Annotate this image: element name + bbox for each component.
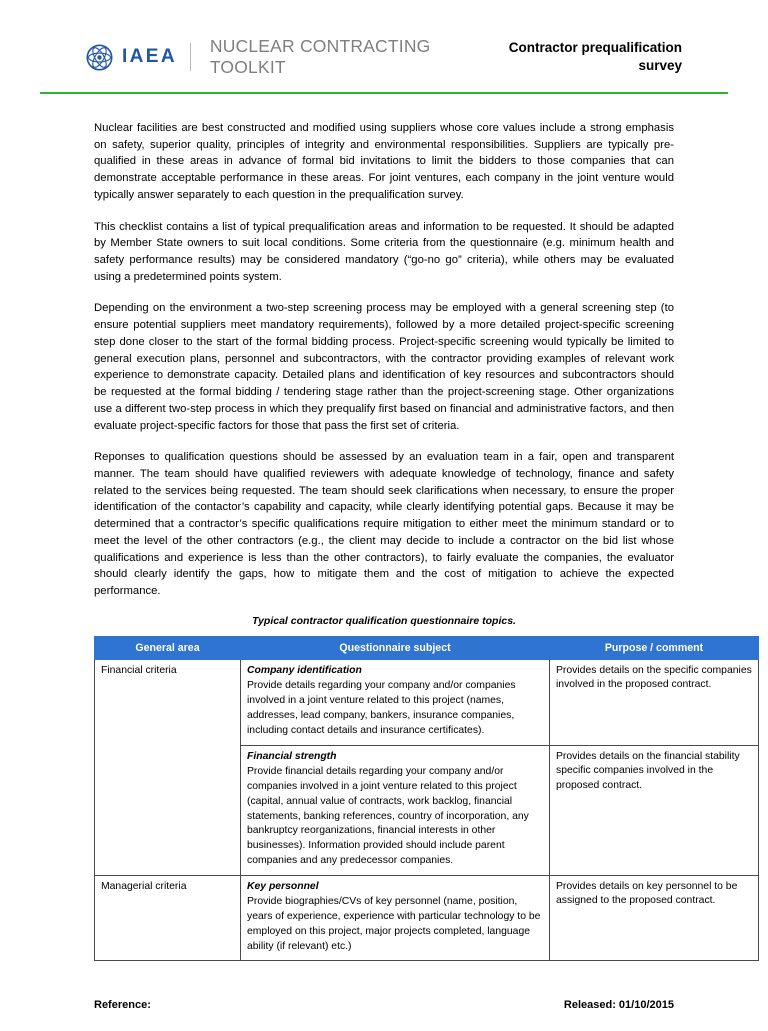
- footer-reference: Reference:: [94, 999, 151, 1012]
- cell-purpose: Provides details on key personnel to be assigned to the proposed contract.: [550, 875, 759, 961]
- qualification-topics-table: [94, 636, 759, 962]
- column-header-purpose-comment: Purpose / comment: [550, 636, 759, 659]
- table-row: [95, 659, 759, 745]
- iaea-wordmark: IAEA: [122, 46, 177, 67]
- cell-general-area: Managerial criteria: [95, 875, 241, 961]
- table-row: [95, 875, 759, 961]
- subject-title: Financial strength: [247, 750, 337, 762]
- subject-text: Provide biographies/CVs of key personnel (name, position, years of experience, experience with particular technology to be employed on this project, major projects completed, language ability (if relevant) etc.): [247, 896, 541, 952]
- subject-text: Provide financial details regarding your company and/or companies involved in a joint venture related to this project (capital, annual value of contracts, work backlog, financial statements, banking references, country of incorporation, any bankruptcy reorganizations, financial interests in other businesses). Information provided should include parent companies and any predecessor companies.: [247, 766, 529, 866]
- table-header-row: [95, 636, 759, 659]
- subject-title: Key personnel: [247, 880, 319, 892]
- subject-text: Provide details regarding your company and/or companies involved in a joint venture related to this project (names, addresses, lead company, bankers, insurance companies, including contact details and insurance certificates).: [247, 680, 516, 736]
- brand-divider: [190, 43, 191, 71]
- cell-purpose: Provides details on the specific companies involved in the proposed contract.: [550, 659, 759, 745]
- iaea-brand: [86, 32, 469, 78]
- cell-purpose: Provides details on the financial stability specific companies involved in the proposed contract.: [550, 745, 759, 875]
- document-header: [40, 28, 728, 78]
- column-header-general-area: General area: [95, 636, 241, 659]
- cell-questionnaire-subject: [241, 875, 550, 961]
- paragraph: This checklist contains a list of typical prequalification areas and information to be requested. It should be adapted by Member State owners to suit local conditions. Some criteria from the questionnaire (e.g. minimum health and safety performance results) may be considered mandatory (“go-no go” criteria), while others may be evaluated using a predetermined points system.: [94, 220, 674, 283]
- table-row: [95, 745, 759, 875]
- table-caption: Typical contractor qualification questionnaire topics.: [252, 614, 516, 627]
- paragraph: Reponses to qualification questions should be assessed by an evaluation team in a fair, open and transparent manner. The team should have qualified reviewers with adequate knowledge of technology, finance and safety related to the services being requested. The team should seek clarifications when necessary, to ensure the proper identification of the contactor’s capability and capacity, while clearly identifying potential gaps. Because it may be determined that a contractor’s specific qualifications require mitigation to either meet the minimum standard or to meet the level of the other contractors (e.g., the client may decide to include a contractor on the bid list whose qualifications and experience is less than the other contractors), to fairly evaluate the companies, the evaluator should clearly identify the gaps, how to mitigate them and the cost of mitigation to achieve the expected performance.: [94, 451, 674, 597]
- paragraph: Nuclear facilities are best constructed and modified using suppliers whose core values include a strong emphasis on safety, superior quality, principles of integrity and environmental responsibilities. Suppliers are typically pre-qualified in these areas in advance of formal bid invitations to limit the bidders to those companies that can demonstrate acceptable performance in these areas. For joint ventures, each company in the joint venture would typically answer separately to each question in the prequalification survey.: [94, 122, 674, 201]
- cell-general-area: Financial criteria: [95, 659, 241, 745]
- page-title: Contractor prequalification survey: [508, 40, 682, 74]
- column-header-questionnaire-subject: Questionnaire subject: [241, 636, 550, 659]
- cell-questionnaire-subject: [241, 745, 550, 875]
- paragraph: Depending on the environment a two-step screening process may be employed with a general screening step (to ensure potential suppliers meet mandatory requirements), followed by a more detailed project-specific screening step done closer to the start of the formal bidding process. Project-specific screening would typically be limited to general execution plans, personnel and subcontractors, with the contractor providing examples of relevant work experience to demonstrate capacity. Detailed plans and identification of key resources and subcontractors should be requested at the formal bidding / tendering stage rather than the project-screening stage. Other organizations use a different two-step process in which they prequalify first based on financial and administrative factors, and then evaluate project-specific factors for those that pass the first set of criteria.: [94, 302, 674, 432]
- header-divider: [40, 92, 728, 94]
- cell-general-area: [95, 745, 241, 875]
- footer-released-date: Released: 01/10/2015: [563, 999, 674, 1012]
- document-body: [40, 120, 752, 961]
- subject-title: Company identification: [247, 664, 362, 676]
- document-footer: [40, 999, 728, 1011]
- cell-questionnaire-subject: [241, 659, 550, 745]
- toolkit-wordmark: NUCLEAR CONTRACTING TOOLKIT: [209, 36, 431, 77]
- iaea-atom-logo-icon: [86, 44, 113, 71]
